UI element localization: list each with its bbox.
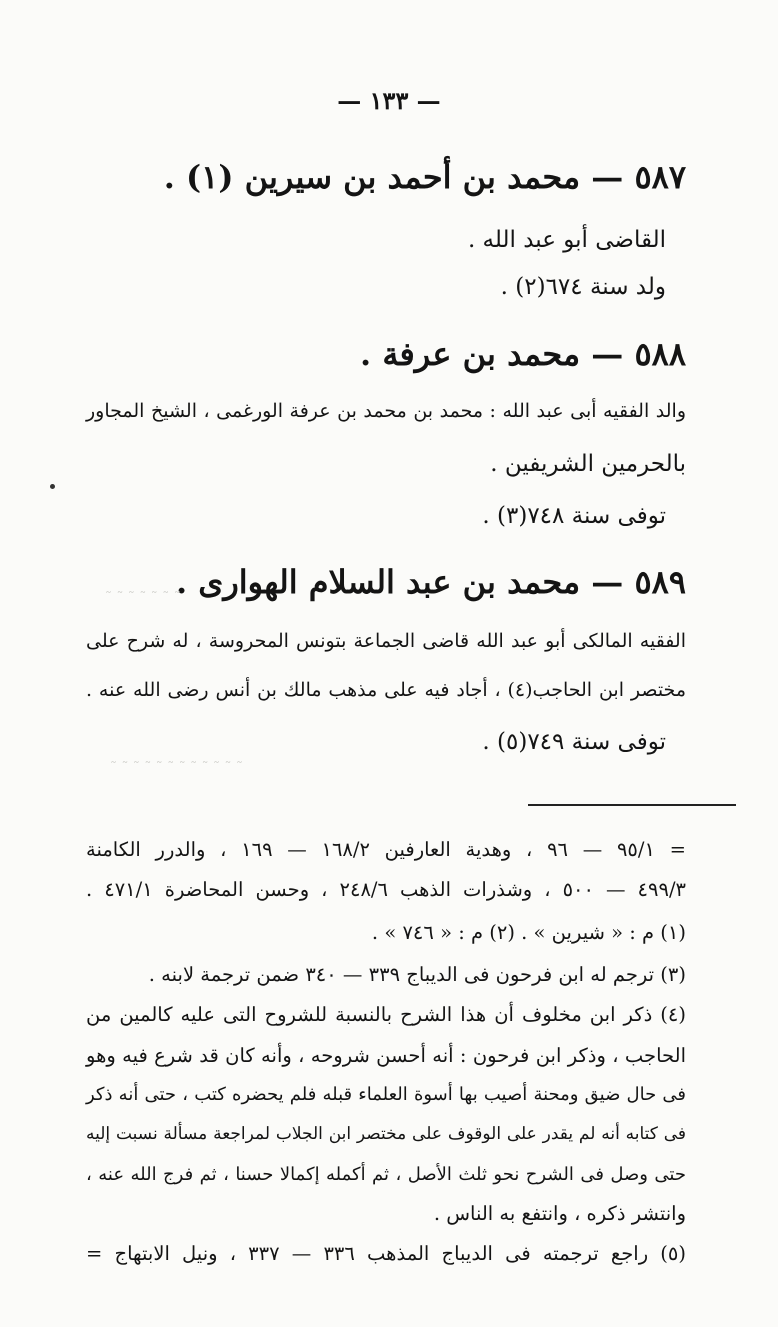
page-number: — ١٣٣ —	[337, 86, 441, 115]
footnote-line: (١) م : « شيرين » . (٢) م : « ٧٤٦ » .	[371, 921, 686, 944]
entry-heading-589: ٥٨٩ — محمد بن عبد السلام الهوارى .	[176, 563, 686, 601]
entry-heading-587: ٥٨٧ — محمد بن أحمد بن سيرين (١) .	[163, 158, 686, 196]
entry-589-line-1: الفقيه المالكى أبو عبد الله قاضى الجماعة بتونس المحروسة ، له شرح على	[86, 630, 686, 652]
entry-588-line-1: والد الفقيه أبى عبد الله : محمد بن محمد بن عرفة الورغمى ، الشيخ المجاور	[86, 400, 686, 422]
bleed-through-mark: ˜ ˜ ˜ ˜ ˜ ˜ ˜	[105, 590, 181, 606]
footnote-line: = ٩٥/١ — ٩٦ ، وهدية العارفين ١٦٨/٢ — ١٦٩ ، والدرر الكامنة	[86, 838, 686, 861]
footnote-line: الحاجب ، وذكر ابن فرحون : أنه أحسن شروحه ، وأنه كان قد شرع فيه وهو	[86, 1044, 686, 1067]
entry-heading-588: ٥٨٨ — محمد بن عرفة .	[360, 335, 686, 373]
footnote-line: (٥) راجع ترجمته فى الديباج المذهب ٣٣٦ — ٣٣٧ ، ونيل الابتهاج =	[86, 1242, 686, 1265]
footnote-separator	[528, 804, 736, 806]
footnote-line: فى كتابه أنه لم يقدر على الوقوف على مختصر ابن الجلاب لمراجعة مسألة نسبت إليه	[86, 1124, 686, 1144]
footnote-line: وانتشر ذكره ، وانتفع به الناس .	[433, 1202, 686, 1225]
footnote-line: ٤٩٩/٣ — ٥٠٠ ، وشذرات الذهب ٢٤٨/٦ ، وحسن المحاضرة ٤٧١/١ .	[86, 878, 686, 901]
entry-588-line-3: توفى سنة ٧٤٨(٣) .	[482, 503, 666, 529]
entry-587-line-1: القاضى أبو عبد الله .	[467, 227, 666, 253]
footnote-line: فى حال ضيق ومحنة أصيب بها أسوة العلماء قبله فلم يحضره كتب ، حتى أنه ذكر	[86, 1084, 686, 1105]
bleed-through-mark: ˜ ˜ ˜ ˜ ˜ ˜ ˜ ˜ ˜ ˜ ˜ ˜	[110, 760, 243, 776]
footnote-line: حتى وصل فى الشرح نحو ثلث الأصل ، ثم أكمله إكمالا حسنا ، ثم فرج الله عنه ،	[86, 1164, 686, 1185]
entry-589-line-2: مختصر ابن الحاجب(٤) ، أجاد فيه على مذهب مالك بن أنس رضى الله عنه .	[86, 679, 686, 701]
stray-mark	[50, 484, 55, 489]
footnote-line: (٣) ترجم له ابن فرحون فى الديباج ٣٣٩ — ٣٤٠ ضمن ترجمة لابنه .	[148, 963, 686, 986]
entry-589-line-3: توفى سنة ٧٤٩(٥) .	[482, 729, 666, 755]
entry-587-line-2: ولد سنة ٦٧٤(٢) .	[500, 274, 666, 300]
footnote-line: (٤) ذكر ابن مخلوف أن هذا الشرح بالنسبة للشروح التى عليه كالمين من	[86, 1003, 686, 1026]
entry-588-line-2: بالحرمين الشريفين .	[490, 451, 686, 477]
